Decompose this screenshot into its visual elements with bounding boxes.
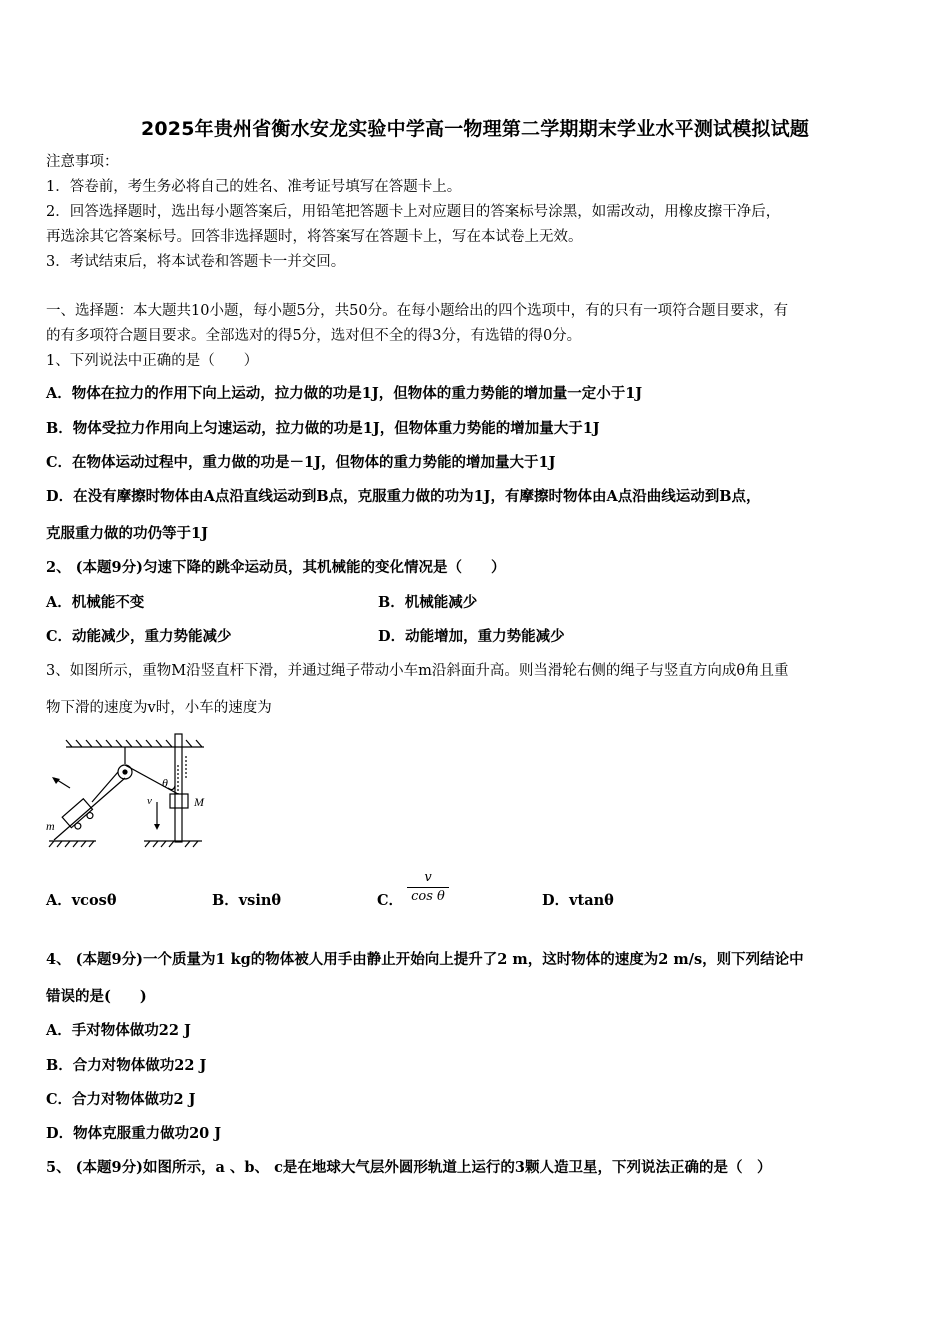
q3-option-c-label: C．: [377, 892, 404, 909]
notice-item: 再选涂其它答案标号。回答非选择题时，将答案写在答题卡上，写在本试卷上无效。: [46, 229, 583, 245]
notice-item: 2．回答选择题时，选出每小题答案后，用铅笔把答题卡上对应题目的答案标号涂黑，如需改动，用橡皮擦干净后，: [46, 204, 781, 220]
q2-option-d: D．动能增加，重力势能减少: [378, 628, 565, 645]
figure-label-theta: θ: [162, 776, 168, 790]
q3-figure: [44, 730, 214, 852]
q4-option-c: C．合力对物体做功2 J: [46, 1091, 196, 1108]
q1-option-c: C．在物体运动过程中，重力做的功是－1J，但物体的重力势能的增加量大于1J: [46, 454, 556, 471]
q1-option-d-cont: 克服重力做的功仍等于1J: [46, 525, 208, 542]
notice-item: 3．考试结束后，将本试卷和答题卡一并交回。: [46, 254, 346, 270]
q2-option-b: B．机械能减少: [378, 594, 478, 611]
q4-option-d: D．物体克服重力做功20 J: [46, 1125, 222, 1142]
q2-stem: 2、 (本题9分)匀速下降的跳伞运动员，其机械能的变化情况是（ ）: [46, 559, 506, 576]
fraction-bar: [407, 887, 449, 888]
q2-option-a: A．机械能不变: [46, 594, 145, 611]
q3-option-d: D．vtanθ: [542, 892, 614, 909]
section-instructions: 的有多项符合题目要求。全部选对的得5分，选对但不全的得3分，有选错的得0分。: [46, 328, 582, 344]
q4-option-a: A．手对物体做功22 J: [46, 1022, 191, 1039]
q3-stem: 3、如图所示，重物M沿竖直杆下滑，并通过绳子带动小车m沿斜面升高。则当滑轮右侧的绳子与竖直方向成θ角且重: [46, 663, 789, 679]
fraction-denominator: cos θ: [411, 889, 445, 904]
section-instructions: 一、选择题：本大题共10小题，每小题5分，共50分。在每小题给出的四个选项中，有的只有一项符合题目要求，有: [46, 303, 789, 319]
q4-stem: 4、 (本题9分)一个质量为1 kg的物体被人用手由静止开始向上提升了2 m，这时物体的速度为2 m/s，则下列结论中: [46, 951, 804, 968]
q1-option-a: A．物体在拉力的作用下向上运动，拉力做的功是1J，但物体的重力势能的增加量一定小于1J: [46, 385, 643, 402]
notice-item: 1．答卷前，考生务必将自己的姓名、准考证号填写在答题卡上。: [46, 179, 462, 195]
q2-option-c: C．动能减少，重力势能减少: [46, 628, 232, 645]
q3-option-b: B．vsinθ: [212, 892, 282, 909]
q3-option-a: A．vcosθ: [46, 892, 117, 909]
q3-option-c-fraction: [407, 870, 449, 905]
q1-option-b: B．物体受拉力作用向上匀速运动，拉力做的功是1J，但物体重力势能的增加量大于1J: [46, 420, 600, 437]
q3-stem-cont: 物下滑的速度为v时，小车的速度为: [46, 700, 272, 716]
figure-label-v: v: [147, 795, 152, 807]
q4-stem-cont: 错误的是( ): [46, 988, 147, 1005]
figure-label-M: M: [194, 795, 204, 809]
q5-stem: 5、 (本题9分)如图所示，a 、b、 c是在地球大气层外圆形轨道上运行的3颗人造卫星，下列说法正确的是（ ）: [46, 1159, 772, 1176]
q4-option-b: B．合力对物体做功22 J: [46, 1057, 207, 1074]
notice-heading: 注意事项：: [46, 154, 119, 170]
figure-label-m: m: [46, 819, 55, 833]
page-title: 2025年贵州省衡水安龙实验中学高一物理第二学期期末学业水平测试模拟试题: [140, 118, 810, 140]
fraction-numerator: v: [424, 870, 432, 885]
q1-stem: 1、下列说法中正确的是（ ）: [46, 353, 259, 369]
q1-option-d: D．在没有摩擦时物体由A点沿直线运动到B点，克服重力做的功为1J，有摩擦时物体由A点沿曲线运动到B点，: [46, 488, 761, 505]
